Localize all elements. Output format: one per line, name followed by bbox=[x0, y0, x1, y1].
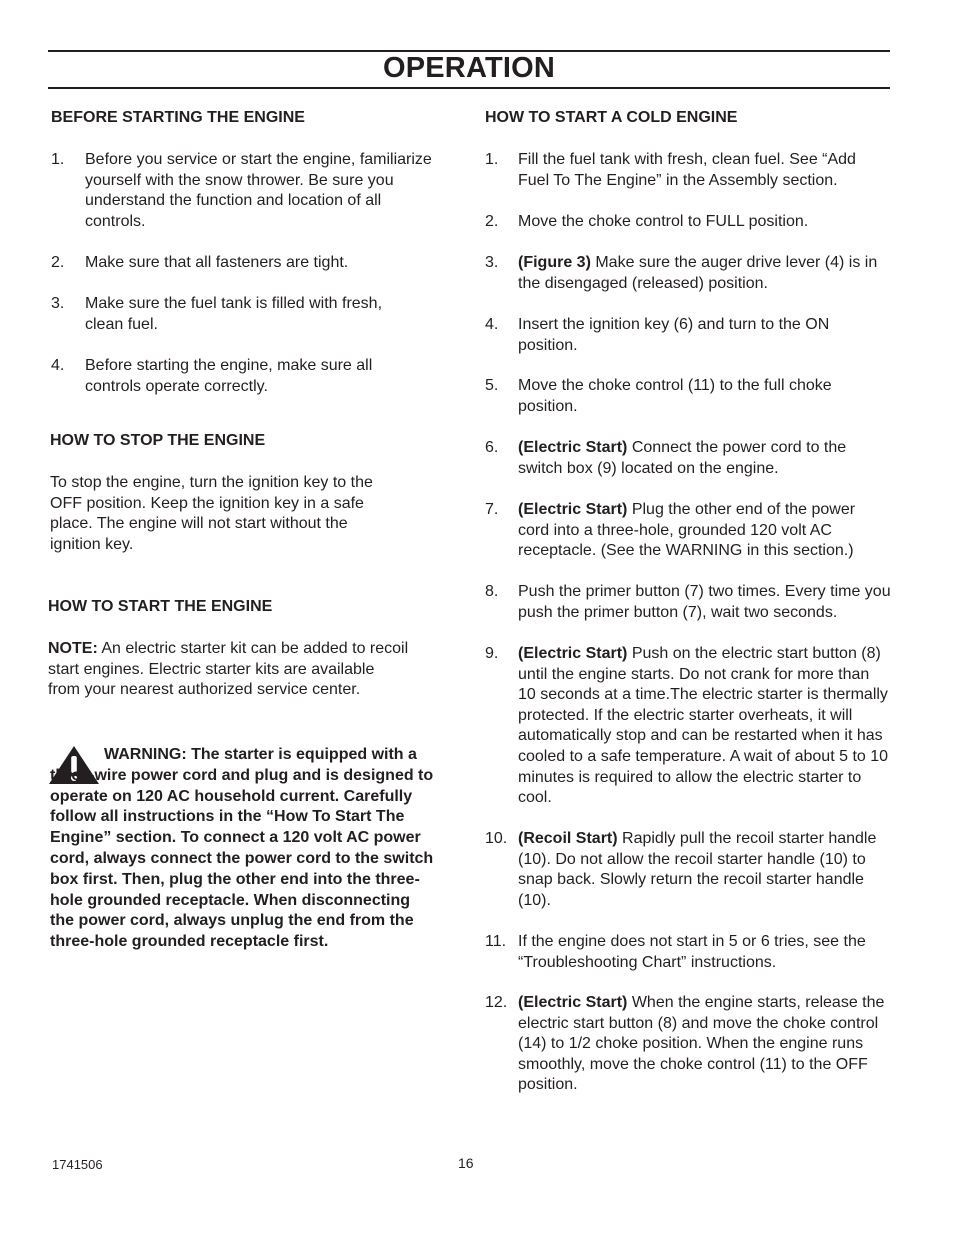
list-text bbox=[518, 212, 888, 233]
list-body: Plug the other end of the power cord into a three-hole, grounded 120 volt AC receptacle. (See the WARNING in this section.) bbox=[518, 501, 856, 560]
list-text bbox=[518, 150, 886, 191]
list-text: Before you service or start the engine, familiarize yourself with the snow thrower. Be sure you understand the function and location of all controls. bbox=[85, 151, 432, 230]
list-number: 3. bbox=[51, 295, 65, 312]
page-title: OPERATION bbox=[382, 52, 556, 84]
list-number: 5. bbox=[485, 377, 499, 394]
list-bold-prefix: (Figure 3) bbox=[518, 254, 591, 271]
list-number: 1. bbox=[485, 151, 499, 168]
list-text bbox=[518, 315, 863, 356]
list-body: Push the primer button (7) two times. Every time you push the primer button (7), wait two seconds. bbox=[518, 583, 891, 621]
list-bold-prefix: (Electric Start) bbox=[518, 645, 628, 662]
list-body: Insert the ignition key (6) and turn to the ON position. bbox=[518, 316, 830, 354]
list-number: 1. bbox=[51, 151, 65, 168]
list-text bbox=[518, 376, 863, 417]
document-number: 1741506 bbox=[52, 1157, 103, 1172]
list-number: 6. bbox=[485, 439, 499, 456]
list-body: When the engine starts, release the electric start button (8) and move the choke control (14) to 1/2 choke position. When the engine runs smoothly, move the choke control (11) to the OFF position. bbox=[518, 994, 885, 1094]
list-text: Make sure that all fasteners are tight. bbox=[85, 254, 349, 271]
list-number: 2. bbox=[485, 213, 499, 230]
list-bold-prefix: (Recoil Start) bbox=[518, 830, 618, 847]
list-text bbox=[518, 644, 890, 809]
list-number: 10. bbox=[485, 830, 508, 847]
warning-text: WARNING: The starter is equipped with a three-wire power cord and plug and is designed to operate on 120 AC household current. Carefully follow all instructions in the “How To Start The Engine” section. To connect a 120 volt AC power cord, always connect the power cord to the switch box first. Then, plug the other end into the three-hole grounded receptacle. When disconnecting the power cord, always unplug the end from the three-hole grounded receptacle first. bbox=[50, 746, 434, 951]
list-text bbox=[518, 993, 886, 1096]
bottom-rule bbox=[48, 87, 890, 89]
list-number: 4. bbox=[51, 357, 65, 374]
list-bold-prefix: (Electric Start) bbox=[518, 994, 628, 1011]
list-text bbox=[518, 253, 888, 294]
list-body: Fill the fuel tank with fresh, clean fuel. See “Add Fuel To The Engine” in the Assembly section. bbox=[518, 151, 856, 189]
list-bold-prefix: (Electric Start) bbox=[518, 501, 628, 518]
list-text bbox=[518, 500, 888, 562]
list-body: Rapidly pull the recoil starter handle (10). Do not allow the recoil starter handle (10) to snap back. Slowly return the recoil starter handle (10). bbox=[518, 830, 877, 909]
start-engine-note bbox=[48, 639, 410, 701]
note-text: An electric starter kit can be added to recoil start engines. Electric starter kits are available from your nearest authorized service center. bbox=[48, 640, 409, 699]
list-number: 3. bbox=[485, 254, 499, 271]
page-number: 16 bbox=[458, 1155, 474, 1171]
list-body: If the engine does not start in 5 or 6 tries, see the “Troubleshooting Chart” instructions. bbox=[518, 933, 866, 971]
list-text bbox=[518, 582, 896, 623]
section-heading-cold-engine: HOW TO START A COLD ENGINE bbox=[485, 109, 738, 126]
list-bold-prefix: (Electric Start) bbox=[518, 439, 628, 456]
list-body: Connect the power cord to the switch box (9) located on the engine. bbox=[518, 439, 847, 477]
list-text bbox=[518, 932, 892, 973]
list-number: 11. bbox=[485, 933, 507, 950]
list-body: Make sure the auger drive lever (4) is in the disengaged (released) position. bbox=[518, 254, 878, 292]
list-number: 7. bbox=[485, 501, 499, 518]
list-number: 9. bbox=[485, 645, 499, 662]
list-number: 2. bbox=[51, 254, 65, 271]
list-body: Move the choke control (11) to the full choke position. bbox=[518, 377, 832, 415]
list-number: 4. bbox=[485, 316, 499, 333]
list-body: Push on the electric start button (8) until the engine starts. Do not crank for more than 10 seconds at a time.The electric starter is thermally protected. If the electric starter overheats, it will automatically stop and can be restarted when it has cooled to a safe temperature. A wait of about 5 to 10 minutes is required to allow the electric starter to cool. bbox=[518, 645, 889, 807]
stop-engine-text: To stop the engine, turn the ignition key to the OFF position. Keep the ignition key in a safe place. The engine will not start without the ignition key. bbox=[50, 474, 373, 553]
list-text: Make sure the fuel tank is filled with fresh, clean fuel. bbox=[85, 295, 383, 333]
list-text bbox=[518, 829, 878, 911]
section-heading-before-starting: BEFORE STARTING THE ENGINE bbox=[51, 109, 305, 126]
list-text: Before starting the engine, make sure all controls operate correctly. bbox=[85, 357, 373, 395]
section-heading-stop-engine: HOW TO STOP THE ENGINE bbox=[50, 432, 266, 449]
list-body: Move the choke control to FULL position. bbox=[518, 213, 809, 230]
list-text bbox=[518, 438, 878, 479]
list-number: 8. bbox=[485, 583, 499, 600]
section-heading-start-engine: HOW TO START THE ENGINE bbox=[48, 598, 273, 615]
note-label: NOTE: bbox=[48, 640, 98, 657]
list-number: 12. bbox=[485, 994, 508, 1011]
